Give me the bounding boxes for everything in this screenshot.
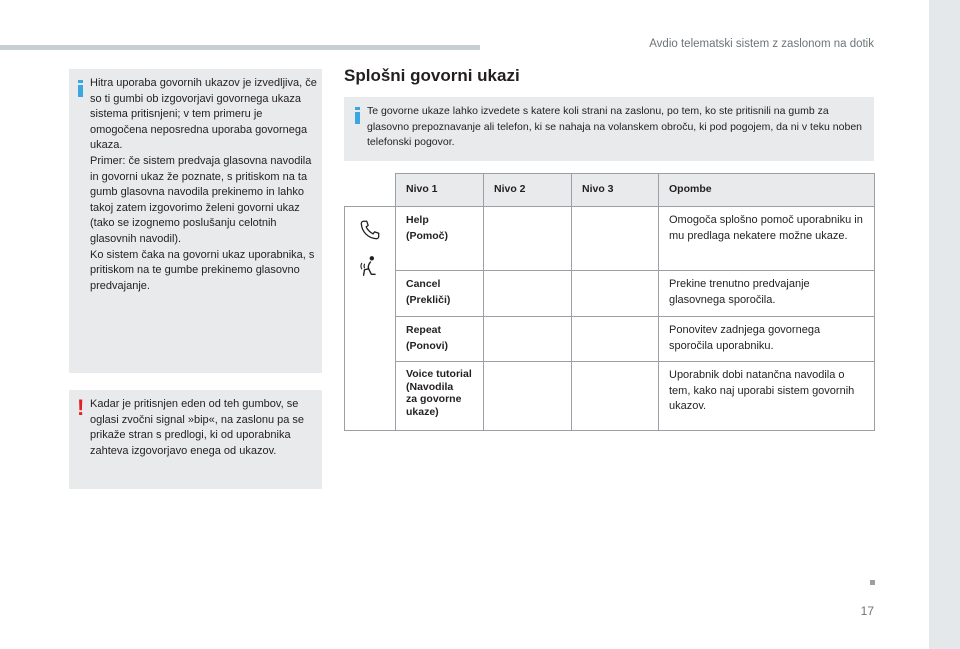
table-cell-note: Ponovitev zadnjega govornega sporočila uporabniku. bbox=[659, 317, 875, 362]
table-cell-level1 bbox=[396, 317, 484, 362]
table-header-blank bbox=[345, 174, 396, 207]
table-header-level1: Nivo 1 bbox=[396, 174, 484, 207]
header-rule bbox=[0, 45, 480, 50]
table-cell-level3 bbox=[572, 207, 659, 271]
section-title: Splošni govorni ukazi bbox=[344, 66, 520, 85]
table-cell-level2 bbox=[484, 207, 572, 271]
info-note-section bbox=[344, 97, 874, 161]
table-row bbox=[345, 271, 875, 317]
table-row bbox=[345, 317, 875, 362]
table-cell-level2 bbox=[484, 317, 572, 362]
continuation-mark bbox=[870, 580, 875, 585]
table-icon-cell bbox=[345, 207, 396, 431]
info-icon bbox=[78, 80, 83, 97]
table-cell-level1 bbox=[396, 207, 484, 271]
info-note-quick-use bbox=[69, 69, 322, 373]
table-cell-level1 bbox=[396, 362, 484, 431]
phone-icon bbox=[359, 219, 381, 241]
voice-command-icon bbox=[359, 255, 381, 279]
table-cell-level2 bbox=[484, 362, 572, 431]
table-cell-level3 bbox=[572, 317, 659, 362]
info-icon bbox=[355, 107, 360, 124]
voice-commands-table bbox=[344, 173, 875, 431]
table-header-level3: Nivo 3 bbox=[572, 174, 659, 207]
warning-note-text: Kadar je pritisnjen eden od teh gumbov, se oglasi zvočni signal »bip«, na zaslonu pa se prikaže stran s predlogi, ki od uporabnika zahteva izgovorjavo enega od ukazov. bbox=[90, 398, 305, 457]
table-header-row bbox=[345, 174, 875, 207]
command-help: Help (Pomoč) bbox=[406, 214, 448, 242]
table-cell-level2 bbox=[484, 271, 572, 317]
command-repeat: Repeat (Ponovi) bbox=[406, 324, 448, 352]
warning-note-beep bbox=[69, 390, 322, 489]
info-note-text: Hitra uporaba govornih ukazov je izvedljiva, če so ti gumbi ob izgovorjavi govornega ukaza sistema pritisnjeni; v tem primeru je omogočena neposredna uporaba govornega ukaza. Primer: če sistem predvaja glasovna navodila in govorni ukaz že poznate, s pritiskom na ta gumb glasovna navodila prekinemo in lahko takoj zatem izgovorimo želeni govorni ukaz (tako se izognemo poslušanju celotnih glasovnih navodil). Ko sistem čaka na govorni ukaz uporabnika, s pritiskom na te gumbe prekinemo glasovno predvajanje. bbox=[90, 77, 317, 292]
page-number: 17 bbox=[860, 604, 874, 618]
table-header-level2: Nivo 2 bbox=[484, 174, 572, 207]
table-cell-note: Omogoča splošno pomoč uporabniku in mu predlaga nekatere možne ukaze. bbox=[659, 207, 875, 271]
info-section-text: Te govorne ukaze lahko izvedete s katere koli strani na zaslonu, po tem, ko ste pritisnili na gumb za glasovno prepoznavanje ali telefon, ki se nahaja na volanskem obroču, ki pod pogojem, da ni v teku noben telefonski pogovor. bbox=[367, 105, 862, 149]
table-row bbox=[345, 362, 875, 431]
page-edge-strip bbox=[929, 0, 960, 649]
table-row bbox=[345, 207, 875, 271]
table-cell-level3 bbox=[572, 362, 659, 431]
table-cell-level3 bbox=[572, 271, 659, 317]
command-voice-tutorial: Voice tutorial (Navodila za govorne ukaze) bbox=[406, 368, 472, 418]
warning-exclamation-icon: ! bbox=[77, 395, 85, 420]
table-header-notes: Opombe bbox=[659, 174, 875, 207]
command-cancel: Cancel (Prekliči) bbox=[406, 278, 451, 306]
table-cell-level1 bbox=[396, 271, 484, 317]
running-header: Avdio telematski sistem z zaslonom na dotik bbox=[649, 38, 874, 50]
table-cell-note: Uporabnik dobi natančna navodila o tem, kako naj uporabi sistem govornih ukazov. bbox=[659, 362, 875, 431]
table-cell-note: Prekine trenutno predvajanje glasovnega sporočila. bbox=[659, 271, 875, 317]
